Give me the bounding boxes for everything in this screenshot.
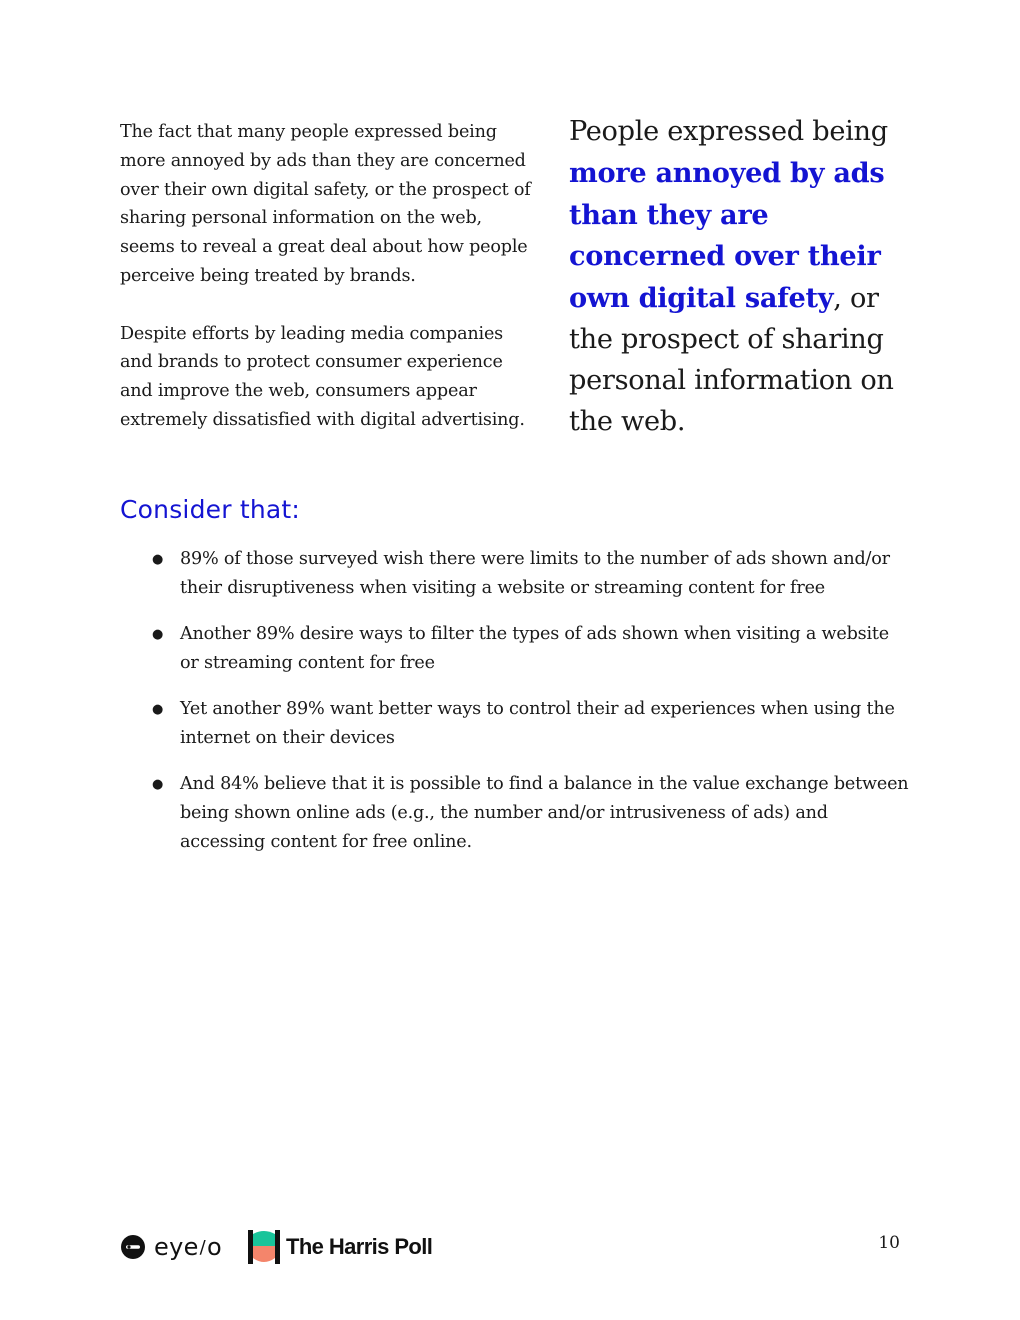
intro-column — [120, 118, 540, 464]
eyeo-logo-text-1: eye — [154, 1233, 199, 1261]
list-item-text: 89% of those surveyed wish there were limits to the number of ads shown and/or their disruptiveness when visiting a website or streaming content for free — [180, 549, 890, 598]
eyeo-logo-slash: / — [199, 1236, 207, 1258]
list-item — [150, 770, 910, 857]
list-item — [150, 545, 910, 603]
intro-paragraph-1: The fact that many people expressed being more annoyed by ads than they are concerned over their own digital safety, or the prospect of sharing personal information on the web, seems to reveal a great deal about how people perceive being treated by brands. — [120, 122, 531, 286]
harris-poll-icon — [248, 1230, 280, 1264]
list-item-text: Another 89% desire ways to filter the types of ads shown when visiting a website or streaming content for free — [180, 624, 890, 673]
stats-list — [150, 545, 910, 874]
list-item — [150, 620, 910, 678]
bullet-icon: ● — [152, 552, 164, 567]
pull-quote — [569, 112, 904, 442]
eyeo-logo-text-2: o — [207, 1233, 222, 1261]
consider-heading: Consider that: — [120, 495, 301, 524]
pull-quote-highlight: more annoyed by ads than they are concerned over their own digital safety — [569, 156, 885, 315]
page-number: 10 — [878, 1233, 900, 1253]
bullet-icon: ● — [152, 627, 164, 642]
harris-poll-logo — [248, 1230, 432, 1264]
bullet-icon: ● — [152, 702, 164, 717]
harris-poll-logo-text: The Harris Poll — [286, 1234, 433, 1259]
pull-quote-tail: , or the prospect of sharing personal information on the web. — [569, 283, 894, 437]
intro-paragraph-2: Despite efforts by leading media companies and brands to protect consumer experience and improve the web, consumers appear extremely dissatisfied with digital advertising. — [120, 323, 525, 430]
list-item-text: And 84% believe that it is possible to find a balance in the value exchange between being shown online ads (e.g., the number and/or intrusiveness of ads) and accessing content for free online. — [180, 774, 909, 852]
pull-quote-lead: People expressed being — [569, 116, 888, 147]
footer-logos — [120, 1229, 432, 1265]
bullet-icon: ● — [152, 777, 164, 792]
eye-icon — [120, 1234, 146, 1260]
list-item-text: Yet another 89% want better ways to control their ad experiences when using the internet on their devices — [180, 699, 895, 748]
eyeo-logo — [120, 1233, 222, 1261]
list-item — [150, 695, 910, 753]
